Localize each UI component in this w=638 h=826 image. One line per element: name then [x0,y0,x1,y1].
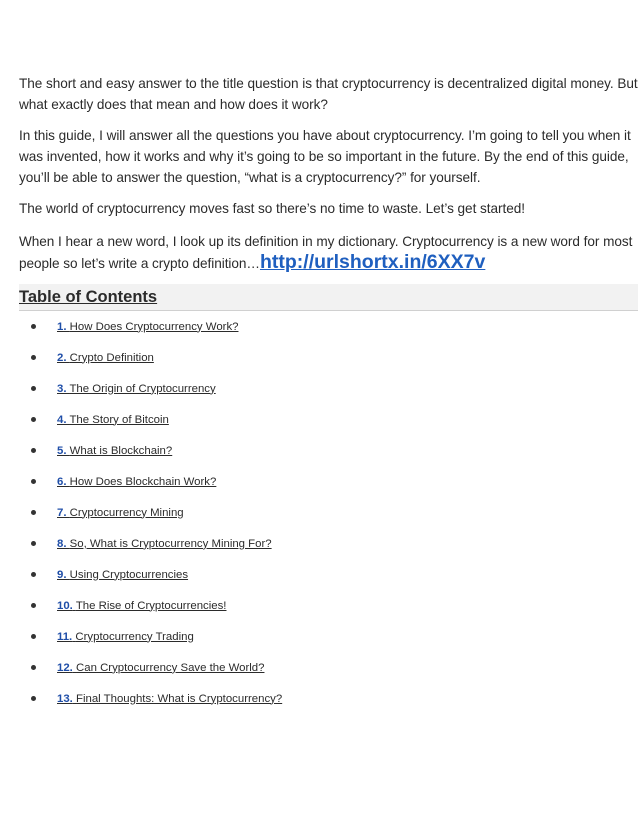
toc-link-10[interactable] [57,600,226,612]
toc-item [19,683,638,714]
toc-label: Cryptocurrency Trading [75,630,194,643]
bullet-icon [31,572,36,577]
toc-number: 12. [57,661,73,674]
toc-link-8[interactable] [57,538,272,550]
bullet-icon [31,417,36,422]
toc-link-2[interactable] [57,352,154,364]
toc-number: 5. [57,444,67,457]
toc-number: 4. [57,413,67,426]
toc-label: Can Cryptocurrency Save the World? [76,661,265,674]
toc-link-5[interactable] [57,445,172,457]
toc-label: The Origin of Cryptocurrency [69,382,216,395]
toc-link-1[interactable] [57,321,238,333]
toc-label: Using Cryptocurrencies [69,568,189,581]
get-started-paragraph: The world of cryptocurrency moves fast so there’s no time to waste. Let’s get started! [19,201,525,216]
toc-number: 11. [57,630,73,643]
toc-link-11[interactable] [57,631,194,643]
toc-item [19,621,638,652]
toc-number: 9. [57,568,67,581]
toc-number: 6. [57,475,67,488]
toc-item [19,435,638,466]
toc-link-6[interactable] [57,476,216,488]
bullet-icon [31,324,36,329]
toc-item [19,311,638,342]
toc-link-12[interactable] [57,662,264,674]
toc-title: Table of Contents [19,288,158,306]
toc-list [19,311,638,714]
toc-label: How Does Blockchain Work? [69,475,217,488]
toc-header [19,284,638,311]
bullet-icon [31,696,36,701]
article-body [19,73,638,714]
bullet-icon [31,665,36,670]
guide-paragraph: In this guide, I will answer all the questions you have about cryptocurrency. I’m going to tell you when it was invented, how it works and why it’s going to be so important in the future. By the end of this guide, you’ll be able to answer the question, “what is a cryptocurrency?” for yourself. [19,128,631,185]
toc-link-4[interactable] [57,414,169,426]
toc-item [19,652,638,683]
bullet-icon [31,479,36,484]
toc-number: 13. [57,692,73,705]
bullet-icon [31,603,36,608]
toc-number: 3. [57,382,67,395]
toc-item [19,497,638,528]
toc-item [19,528,638,559]
toc-label: So, What is Cryptocurrency Mining For? [69,537,272,550]
bullet-icon [31,355,36,360]
intro-paragraph: The short and easy answer to the title question is that cryptocurrency is decentralized digital money. But what exactly does that mean and how does it work? [19,76,638,112]
toc-number: 1. [57,320,67,333]
toc-label: The Story of Bitcoin [69,413,169,426]
toc-label: What is Blockchain? [69,444,173,457]
toc-number: 2. [57,351,67,364]
toc-number: 7. [57,506,67,519]
toc-item [19,559,638,590]
definition-text: When I hear a new word, I look up its definition in my dictionary. Cryptocurrency is a new word for most people so let’s write a crypto definition… [19,234,633,271]
bullet-icon [31,634,36,639]
toc-label: The Rise of Cryptocurrencies! [75,599,227,612]
toc-item [19,466,638,497]
toc-item [19,342,638,373]
definition-paragraph [19,231,638,274]
toc-label: Final Thoughts: What is Cryptocurrency? [76,692,283,705]
toc-item [19,404,638,435]
toc-label: Crypto Definition [69,351,154,364]
toc-item [19,373,638,404]
bullet-icon [31,448,36,453]
bullet-icon [31,386,36,391]
toc-link-9[interactable] [57,569,188,581]
bullet-icon [31,541,36,546]
toc-link-13[interactable] [57,693,282,705]
toc-link-3[interactable] [57,383,216,395]
toc-number: 10. [57,599,73,612]
toc-item [19,590,638,621]
toc-label: Cryptocurrency Mining [69,506,184,519]
bullet-icon [31,510,36,515]
toc-link-7[interactable] [57,507,184,519]
toc-label: How Does Cryptocurrency Work? [69,320,239,333]
short-url-link[interactable]: http://urlshortx.in/6XX7v [259,251,486,273]
toc-number: 8. [57,537,67,550]
